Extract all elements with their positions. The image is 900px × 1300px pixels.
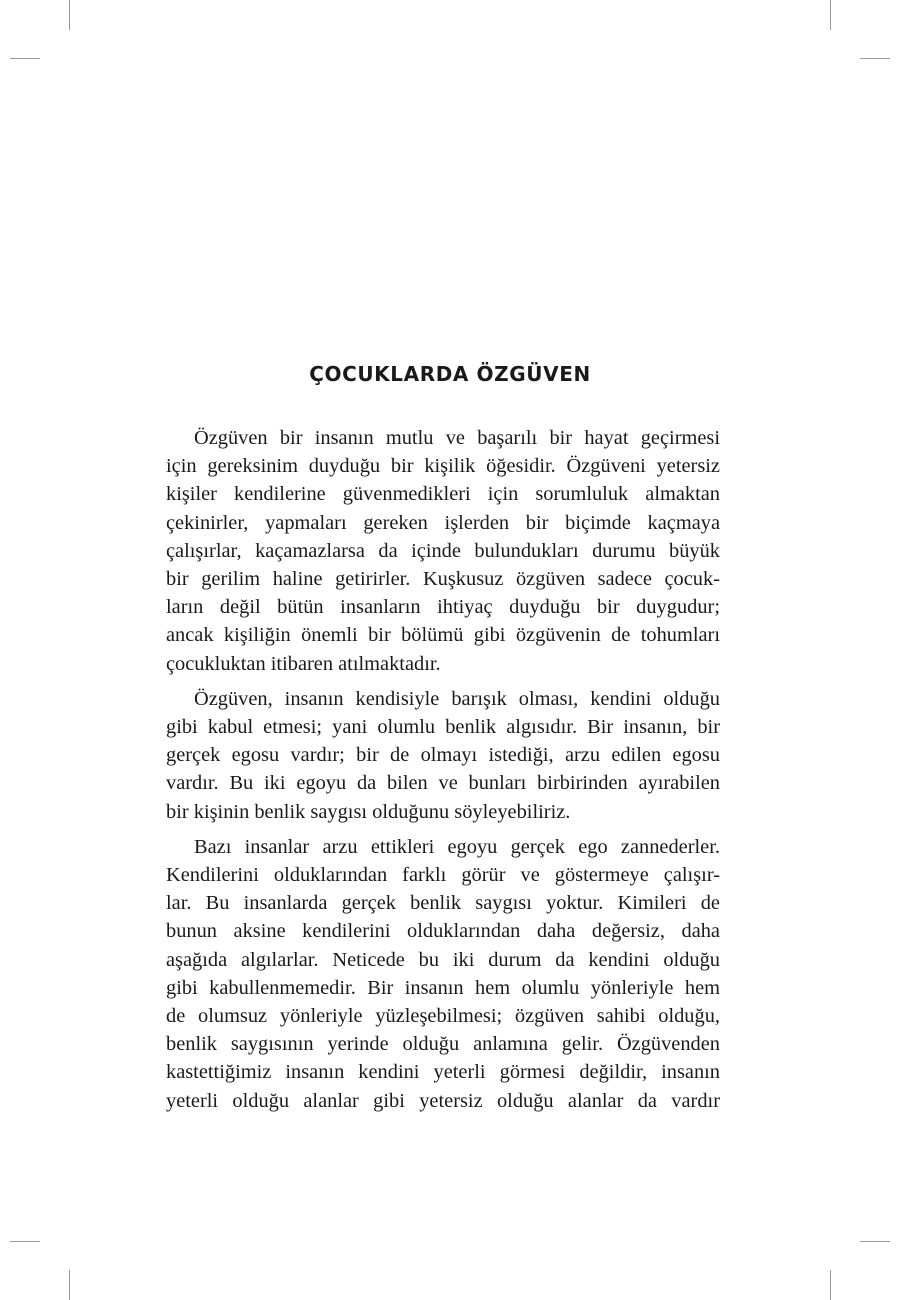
text-line: çekinirler, yapmaları gereken işlerden bir biçimde kaçmaya <box>166 511 720 534</box>
crop-mark-top-left-vertical <box>69 0 70 30</box>
text-line: bir kişinin benlik saygısı olduğunu söyleyebiliriz. <box>166 800 571 823</box>
text-line: Kendilerini olduklarından farklı görür ve göstermeye çalışır- <box>166 864 720 887</box>
body-text <box>166 424 720 1122</box>
text-line: için gereksinim duyduğu bir kişilik öğesidir. Özgüveni yetersiz <box>166 455 720 478</box>
crop-mark-top-left-horizontal <box>10 58 40 59</box>
text-line: kastettiğimiz insanın kendini yeterli görmesi değildir, insanın <box>166 1061 720 1084</box>
text-line: gerçek egosu vardır; bir de olmayı istediği, arzu edilen egosu <box>166 744 720 767</box>
paragraph-2 <box>166 685 720 826</box>
crop-mark-top-right-horizontal <box>860 58 890 59</box>
text-line: Özgüven bir insanın mutlu ve başarılı bir hayat geçirmesi <box>194 427 720 449</box>
text-line: gibi kabul etmesi; yani olumlu benlik algısıdır. Bir insanın, bir <box>166 716 720 739</box>
crop-mark-bottom-right-vertical <box>830 1270 831 1300</box>
text-line: çocukluktan itibaren atılmaktadır. <box>166 652 441 675</box>
text-line: ların değil bütün insanların ihtiyaç duyduğu bir duygudur; <box>166 596 720 619</box>
text-line: gibi kabullenmemedir. Bir insanın hem olumlu yönleriyle hem <box>166 976 720 999</box>
text-line: lar. Bu insanlarda gerçek benlik saygısı yoktur. Kimileri de <box>166 892 720 915</box>
text-line: Bazı insanlar arzu ettikleri egoyu gerçek ego zannederler. <box>194 835 720 858</box>
crop-mark-bottom-left-horizontal <box>10 1241 40 1242</box>
text-line: benlik saygısının yerinde olduğu anlamına gelir. Özgüvenden <box>166 1033 720 1056</box>
chapter-title: ÇOCUKLARDA ÖZGÜVEN <box>309 362 591 386</box>
crop-mark-bottom-right-horizontal <box>860 1241 890 1242</box>
text-line: aşağıda algılarlar. Neticede bu iki durum da kendini olduğu <box>166 948 720 971</box>
paragraph-3 <box>166 833 720 1115</box>
text-line: de olumsuz yönleriyle yüzleşebilmesi; özgüven sahibi olduğu, <box>166 1005 720 1028</box>
text-line: bir gerilim haline getirirler. Kuşkusuz özgüven sadece çocuk- <box>166 568 720 591</box>
text-line: vardır. Bu iki egoyu da bilen ve bunları birbirinden ayırabilen <box>166 772 720 795</box>
text-line: çalışırlar, kaçamazlarsa da içinde bulundukları durumu büyük <box>166 539 720 562</box>
paragraph-1 <box>166 424 720 678</box>
text-line: kişiler kendilerine güvenmedikleri için sorumluluk almaktan <box>166 483 720 506</box>
crop-mark-bottom-left-vertical <box>69 1270 70 1300</box>
text-line: ancak kişiliğin önemli bir bölümü gibi özgüvenin de tohumları <box>166 624 720 647</box>
text-line: bunun aksine kendilerini olduklarından daha değersiz, daha <box>166 920 720 943</box>
text-line: Özgüven, insanın kendisiyle barışık olması, kendini olduğu <box>194 687 720 710</box>
crop-mark-top-right-vertical <box>830 0 831 30</box>
text-line: yeterli olduğu alanlar gibi yetersiz olduğu alanlar da vardır <box>166 1089 720 1112</box>
